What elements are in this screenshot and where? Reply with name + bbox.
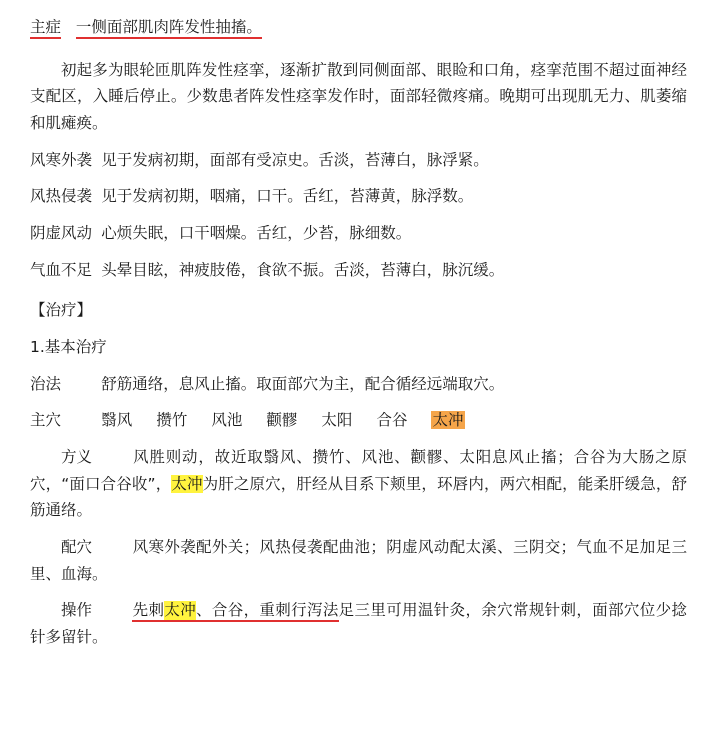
acupoint-2: 风池 bbox=[211, 411, 243, 430]
pattern-text-2: 心烦失眠，口干咽燥。舌红，少苔，脉细数。 bbox=[101, 223, 412, 242]
acupoint-0: 翳风 bbox=[101, 411, 133, 430]
rationale-highlight: 太冲 bbox=[171, 474, 203, 493]
description-paragraph: 初起多为眼轮匝肌阵发性痉挛，逐渐扩散到同侧面部、眼睑和口角，痉挛范围不超过面神经支配区，入睡后停止。少数患者阵发性痉挛发作时，面部轻微疼痛。晚期可出现肌无力、肌萎缩和肌瘫痪。 bbox=[30, 60, 687, 132]
method-label: 治法 bbox=[30, 374, 62, 393]
method-text: 舒筋通络，息风止搐。取面部穴为主，配合循经远端取穴。 bbox=[101, 374, 505, 393]
acupoint-5: 合谷 bbox=[376, 411, 408, 430]
pattern-text-3: 头晕目眩，神疲肢倦，食欲不振。舌淡，苔薄白，脉沉缓。 bbox=[101, 260, 505, 279]
rationale-part-2: 为肝之原穴，肝经从目系下颊里，环唇内，两穴相配，能柔肝缓急，舒筋通络。 bbox=[30, 474, 687, 520]
treatment-heading: 【治疗】 bbox=[30, 301, 93, 320]
pattern-name-3: 气血不足 bbox=[30, 260, 93, 279]
pattern-row-0 bbox=[30, 147, 687, 174]
main-symptom-line bbox=[30, 14, 687, 41]
adjunct-points-text: 风寒外袭配外关；风热侵袭配曲池；阴虚风动配太溪、三阴交；气血不足加足三里、血海。 bbox=[30, 537, 687, 583]
rationale-paragraph bbox=[30, 444, 687, 524]
main-symptom-text: 一侧面部肌肉阵发性抽搐。 bbox=[76, 18, 262, 39]
pattern-name-0: 风寒外袭 bbox=[30, 150, 93, 169]
operation-underlined-highlight: 太冲 bbox=[164, 601, 196, 622]
adjunct-points-paragraph bbox=[30, 534, 687, 587]
operation-label: 操作 bbox=[61, 601, 93, 620]
pattern-name-2: 阴虚风动 bbox=[30, 223, 93, 242]
main-points-label: 主穴 bbox=[30, 411, 62, 430]
section-1-title: 1.基本治疗 bbox=[30, 337, 107, 356]
rationale-label: 方义 bbox=[61, 447, 93, 466]
acupoint-6-highlighted: 太冲 bbox=[432, 411, 464, 430]
main-points-row bbox=[30, 407, 687, 434]
pattern-row-3 bbox=[30, 257, 687, 284]
pattern-text-1: 见于发病初期，咽痛，口干。舌红，苔薄黄，脉浮数。 bbox=[101, 187, 474, 206]
acupoint-4: 太阳 bbox=[321, 411, 353, 430]
adjunct-points-label: 配穴 bbox=[61, 537, 93, 556]
operation-rest: 足三里可用温针灸，余穴常规针刺，面部穴位少捻针多留针。 bbox=[30, 601, 687, 646]
pattern-row-2 bbox=[30, 220, 687, 247]
operation-underlined-post: 、合谷，重刺行泻法 bbox=[196, 601, 339, 622]
pattern-text-0: 见于发病初期，面部有受凉史。舌淡，苔薄白，脉浮紧。 bbox=[101, 150, 489, 169]
operation-underlined-pre: 先刺 bbox=[132, 601, 164, 622]
pattern-name-1: 风热侵袭 bbox=[30, 187, 93, 206]
rationale-part-1: 风胜则动，故近取翳风、攒竹、风池、颧髎、太阳息风止搐；合谷为大肠之原穴，“面口合谷收”， bbox=[30, 447, 687, 493]
main-symptom-label: 主症 bbox=[30, 18, 61, 39]
operation-paragraph bbox=[30, 597, 687, 650]
pattern-row-1 bbox=[30, 183, 687, 210]
acupoint-3: 颧髎 bbox=[266, 411, 298, 430]
method-row bbox=[30, 371, 687, 398]
acupoint-1: 攒竹 bbox=[156, 411, 188, 430]
